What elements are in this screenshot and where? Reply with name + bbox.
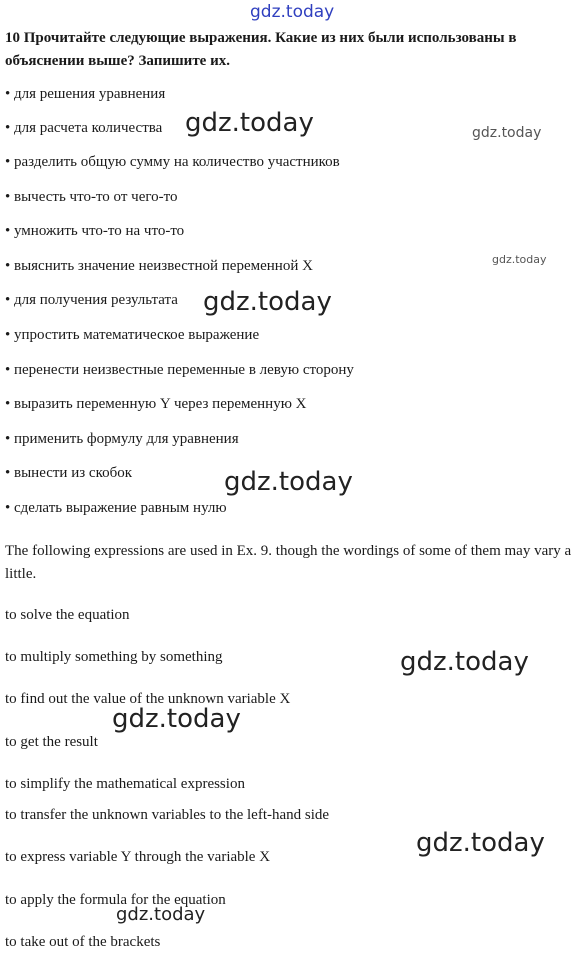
ru-item-5: • умножить что-то на что-то (5, 223, 185, 239)
en-item-6: to transfer the unknown variables to the left-hand side (5, 807, 330, 823)
en-item-7: to express variable Y through the variable X (5, 849, 271, 865)
watermark: gdz.today (416, 828, 545, 858)
ru-item-12: • вынести из скобок (5, 465, 133, 481)
ru-item-8: • упростить математическое выражение (5, 327, 260, 343)
en-item-8: to apply the formula for the equation (5, 892, 226, 908)
ru-item-11: • применить формулу для уравнения (5, 431, 239, 447)
ru-item-7: • для получения результата (5, 292, 178, 308)
watermark: gdz.today (112, 704, 241, 734)
ru-item-6: • выяснить значение неизвестной переменной X (5, 258, 313, 274)
en-item-1: to solve the equation (5, 607, 130, 623)
english-intro: The following expressions are used in Ex. 9. though the wordings of some of them may vary a little. (5, 543, 572, 582)
watermark: gdz.today (203, 287, 332, 317)
ru-item-13: • сделать выражение равным нулю (5, 500, 227, 516)
en-item-4: to get the result (5, 734, 98, 750)
ru-item-10: • выразить переменную Y через переменную X (5, 396, 307, 412)
ru-item-1: • для решения уравнения (5, 86, 166, 102)
watermark-top: gdz.today (250, 2, 335, 22)
en-item-3: to find out the value of the unknown variable X (5, 691, 291, 707)
ru-item-2: • для расчета количества (5, 120, 163, 136)
watermark: gdz.today (116, 904, 206, 925)
ru-item-3: • разделить общую сумму на количество участников (5, 154, 340, 170)
en-item-5: to simplify the mathematical expression (5, 776, 245, 792)
watermark: gdz.today (185, 108, 314, 138)
en-item-2: to multiply something by something (5, 649, 223, 665)
exercise-heading: 10 Прочитайте следующие выражения. Какие из них были использованы в объяснении выше? Запишите их. (5, 30, 517, 69)
ru-item-9: • перенести неизвестные переменные в левую сторону (5, 362, 354, 378)
watermark: gdz.today (400, 647, 529, 677)
ru-item-4: • вычесть что-то от чего-то (5, 189, 178, 205)
en-item-9: to take out of the brackets (5, 934, 161, 950)
watermark: gdz.today (492, 253, 547, 266)
watermark: gdz.today (472, 125, 542, 141)
watermark: gdz.today (224, 467, 353, 497)
